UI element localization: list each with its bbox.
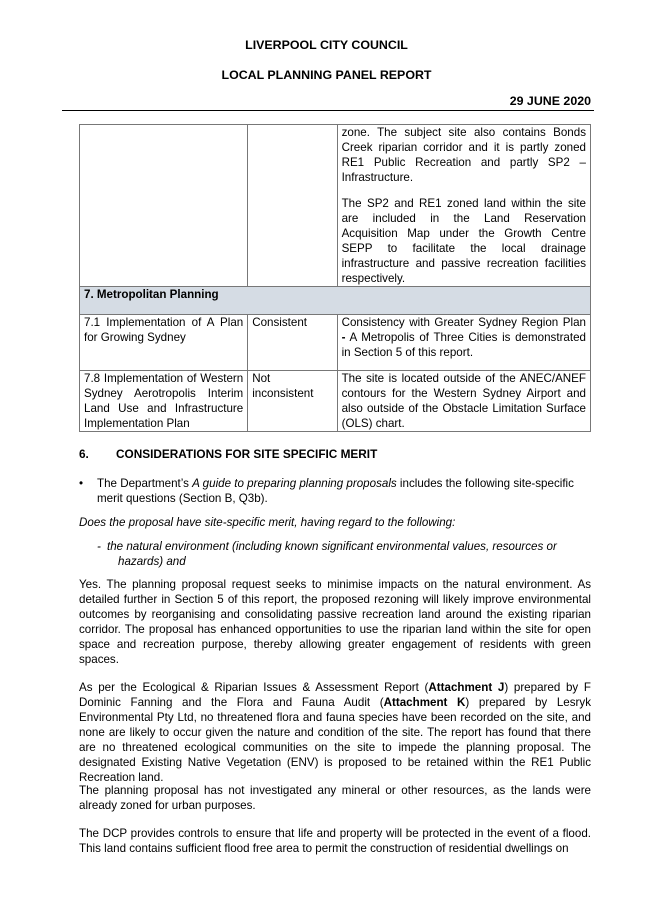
bullet-text	[97, 476, 591, 506]
dash-line: hazards) and	[118, 555, 186, 568]
section-heading: 7. Metropolitan Planning	[80, 287, 591, 315]
dash-item	[97, 539, 591, 569]
table-section-row	[80, 287, 591, 315]
paragraph-gap	[342, 185, 586, 196]
clause-cell: 7.8 Implementation of Western Sydney Aerotropolis Interim Land Use and Infrastructure Implementation Plan	[80, 371, 248, 432]
section-number: 6.	[79, 447, 89, 461]
paragraph-ecological-report	[79, 680, 591, 785]
section-heading-6	[79, 447, 377, 462]
guide-title: A guide to preparing planning proposals	[192, 477, 397, 490]
clause-cell: 7.1 Implementation of A Plan for Growing Sydney	[80, 315, 248, 371]
section-title: CONSIDERATIONS FOR SITE SPECIFIC MERIT	[116, 447, 378, 461]
status-cell: Consistent	[248, 315, 337, 371]
paragraph-natural-environment: Yes. The planning proposal request seeks to minimise impacts on the natural environment. As detailed further in Section 5 of this report, the proposed rezoning will likely improve environmental outcomes by reorganising and consolidating passive recreation land around the existing riparian corridor. The proposal has enhanced opportunities to use the riparian land within the site for open space and recreation purpose, thereby allowing greater engagement of residents with green spaces.	[79, 578, 591, 666]
merit-question: Does the proposal have site-specific merit, having regard to the following:	[79, 516, 456, 529]
bullet-text-pre: The Department’s	[97, 477, 193, 490]
dash-symbol: -	[97, 540, 101, 553]
cell-paragraph: The SP2 and RE1 zoned land within the site are included in the Land Reservation Acquisition Map under the Growth Centre SEPP to facilitate the local drainage infrastructure and passive recreation facilities respectively.	[341, 197, 586, 285]
bullet-text-post: includes the following site-specific merit questions (Section B, Q3b).	[97, 477, 574, 505]
table-row	[80, 371, 591, 432]
comment-cell	[337, 315, 590, 371]
report-title: LOCAL PLANNING PANEL REPORT	[221, 68, 432, 82]
bullet-icon: •	[79, 477, 84, 490]
cell-paragraph: zone. The subject site also contains Bonds Creek riparian corridor and it is partly zoned RE1 Public Recreation and partly SP2 – Infrastructure.	[341, 126, 586, 184]
paragraph-flood: The DCP provides controls to ensure that life and property will be protected in the event of a flood. This land contains sufficient flood free area to permit the construction of residential dwellings on	[79, 827, 591, 855]
para-text: ) prepared by F Dominic Fanning and the Flora and Fauna Audit (	[79, 681, 591, 709]
bullet-item	[79, 476, 591, 506]
comment-text: Consistency with Greater Sydney Region Plan	[341, 316, 586, 329]
comment-text: A Metropolis of Three Cities is demonstrated in Section 5 of this report.	[341, 331, 586, 359]
attachment-k: Attachment K	[383, 696, 466, 709]
paragraph-resources: The planning proposal has not investigated any mineral or other resources, as the lands were already zoned for urban purposes.	[79, 784, 591, 812]
planning-table	[79, 124, 591, 432]
comment-cell: The site is located outside of the ANEC/ANEF contours for the Western Sydney Airport and also outside of the Obstacle Limitation Surface (OLS) chart.	[337, 371, 590, 432]
para-text: ) prepared by Lesryk Environmental Pty Ltd, no threatened flora and fauna species have been recorded on the site, and none are likely to occur given the nature and condition of the site. The report has found that there are no threatened ecological communities on the site to impede the planning proposal. The designated Existing Native Vegetation (ENV) is proposed to be retained within the RE1 Public Recreation land.	[79, 696, 592, 784]
status-cell: Not inconsistent	[248, 371, 337, 432]
table-row	[80, 315, 591, 371]
header-rule	[62, 110, 594, 111]
table-cell	[80, 125, 248, 287]
para-text: As per the Ecological & Riparian Issues & Assessment Report (	[79, 681, 429, 694]
council-name: LIVERPOOL CITY COUNCIL	[245, 38, 408, 52]
table-cell	[248, 125, 337, 287]
dash-line: the natural environment (including known significant environmental values, resources or	[107, 540, 557, 553]
attachment-j: Attachment J	[428, 681, 505, 694]
table-row	[80, 125, 591, 287]
comment-dash: -	[341, 331, 346, 344]
table-cell	[337, 125, 590, 287]
report-date: 29 JUNE 2020	[509, 94, 591, 108]
